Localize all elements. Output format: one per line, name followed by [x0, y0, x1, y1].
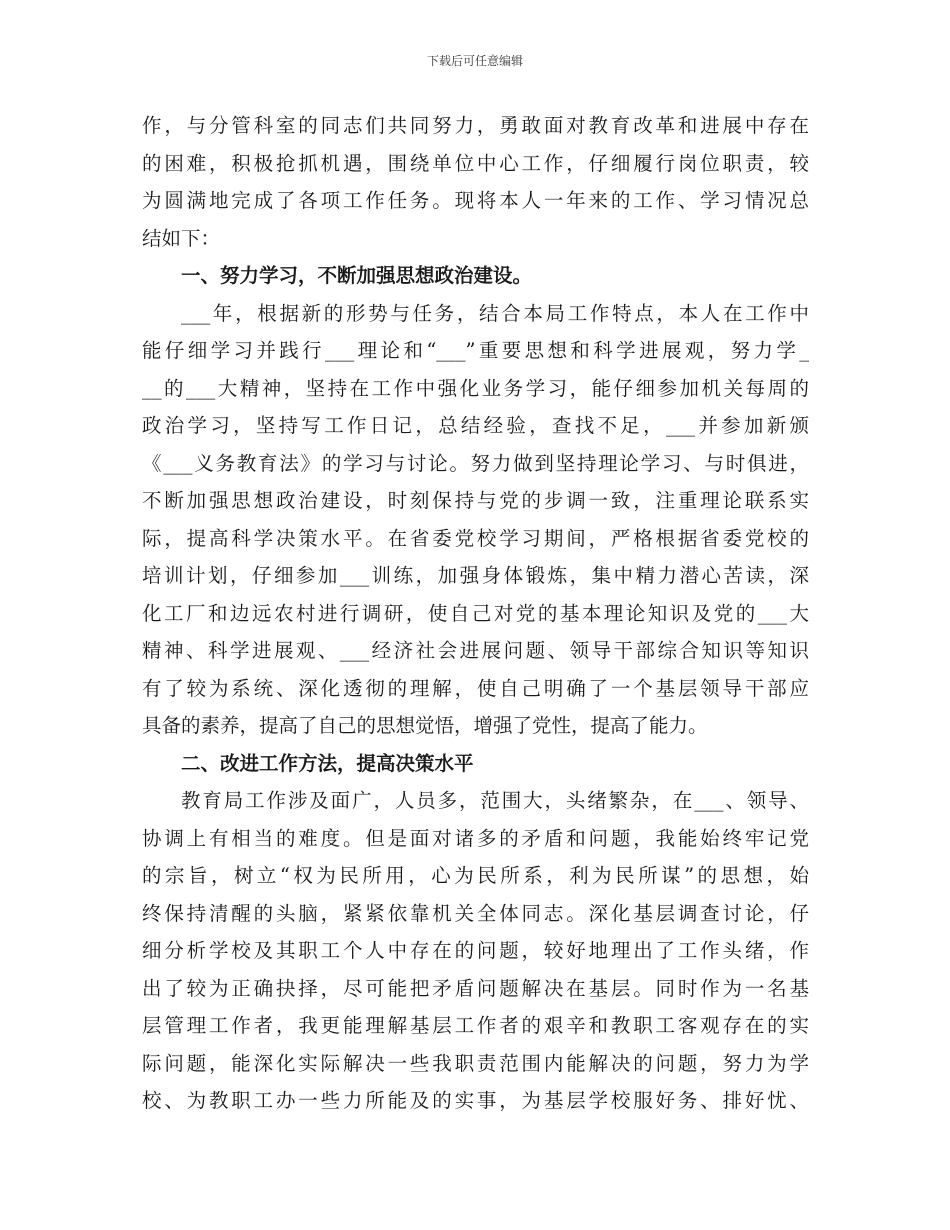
- text-line: 有了较为系统、深化透彻的理解，使自己明确了一个基层领导干部应: [142, 676, 809, 700]
- section-heading: 二、改进工作方法，提高决策水平: [181, 751, 474, 775]
- text-line: 政治学习，坚持写工作日记，总结经验，查找不足，___并参加新颁: [142, 414, 809, 437]
- section-heading: 一、努力学习，不断加强思想政治建设。: [181, 264, 533, 287]
- text-line: 为圆满地完成了各项工作任务。现将本人一年来的工作、学习情况总: [142, 189, 809, 212]
- text-line: 培训计划，仔细参加___训练，加强身体锻炼，集中精力潜心苦读，深: [142, 564, 809, 587]
- page-header: 下载后可任意编辑: [426, 54, 523, 68]
- text-line: 的困难，积极抢抓机遇，围绕单位中心工作，仔细履行岗位职责，较: [142, 151, 809, 175]
- text-line: 能仔细学习并践行___理论和“___”重要思想和科学进展观，努力学_: [142, 339, 809, 362]
- text-line: 校、为教职工办一些力所能及的实事，为基层学校服好务、排好忧、: [142, 1089, 809, 1112]
- text-line: 协调上有相当的难度。但是面对诸多的矛盾和问题，我能始终牢记党: [142, 826, 809, 850]
- text-line: 际，提高科学决策水平。在省委党校学习期间，严格根据省委党校的: [142, 526, 809, 550]
- text-line: 教育局工作涉及面广，人员多，范围大，头绪繁杂，在___、领导、: [181, 789, 809, 812]
- text-line: 终保持清醒的头脑，紧紧依靠机关全体同志。深化基层调查讨论，仔: [142, 901, 809, 925]
- text-line: ___年，根据新的形势与任务，结合本局工作特点，本人在工作中: [181, 301, 809, 325]
- text-line: 精神、科学进展观、___经济社会进展问题、领导干部综合知识等知识: [142, 639, 809, 662]
- text-line: 出了较为正确抉择，尽可能把矛盾问题解决在基层。同时作为一名基: [142, 976, 809, 1000]
- text-line: 的宗旨，树立“权为民所用，心为民所系，利为民所谋”的思想，始: [142, 864, 809, 887]
- text-line: __的___大精神，坚持在工作中强化业务学习，能仔细参加机关每周的: [142, 376, 809, 400]
- text-line: 结如下：: [142, 226, 221, 250]
- text-line: 际问题，能深化实际解决一些我职责范围内能解决的问题，努力为学: [142, 1051, 809, 1075]
- text-line: 层管理工作者，我更能理解基层工作者的艰辛和教职工客观存在的实: [142, 1014, 809, 1037]
- text-line: 不断加强思想政治建设，时刻保持与党的步调一致，注重理论联系实: [142, 489, 809, 512]
- text-line: 化工厂和边远农村进行调研，使自己对党的基本理论知识及党的___大: [142, 601, 809, 625]
- document-body: [142, 107, 809, 1120]
- text-line: 细分析学校及其职工个人中存在的问题，较好地理出了工作头绪，作: [142, 939, 809, 962]
- text-line: 作，与分管科室的同志们共同努力，勇敢面对教育改革和进展中存在: [142, 114, 809, 137]
- text-line: 《___义务教育法》的学习与讨论。努力做到坚持理论学习、与时俱进，: [142, 451, 809, 475]
- text-line: 具备的素养，提高了自己的思想觉悟，增强了党性，提高了能力。: [142, 714, 708, 737]
